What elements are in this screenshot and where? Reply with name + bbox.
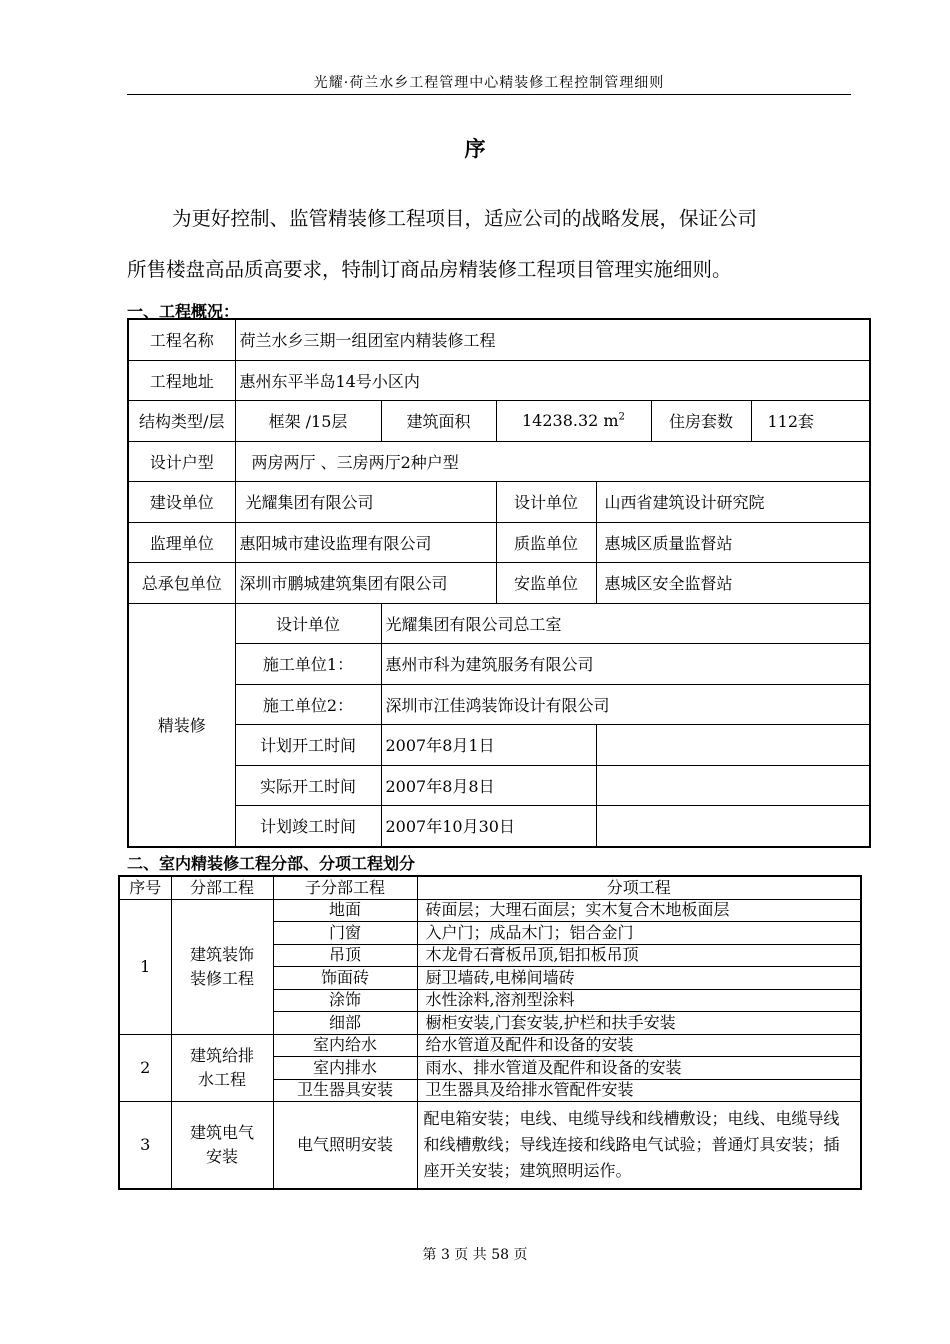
designer-label: 设计单位 — [496, 482, 596, 523]
table-row — [119, 1102, 861, 1190]
design-type-value: 两房两厅 、三房两厅2种户型 — [235, 441, 870, 482]
safety-label: 安监单位 — [496, 563, 596, 604]
col-header-items: 分项工程 — [417, 876, 861, 899]
sub-division: 电气照明安装 — [273, 1102, 417, 1190]
fitout-row-label: 施工单位1： — [235, 644, 381, 685]
item-detail: 橱柜安装,门套安装,护栏和扶手安装 — [417, 1012, 861, 1035]
fitout-row-empty — [596, 765, 870, 806]
sub-division: 细部 — [273, 1012, 417, 1035]
item-detail: 砖面层；大理石面层；实木复合木地板面层 — [417, 899, 861, 922]
contractor-value: 深圳市鹏城建筑集团有限公司 — [235, 563, 496, 604]
fitout-row-value: 光耀集团有限公司总工室 — [381, 603, 870, 644]
fitout-row-empty — [596, 725, 870, 766]
fitout-row-label: 设计单位 — [235, 603, 381, 644]
safety-value: 惠城区安全监督站 — [596, 563, 870, 604]
fitout-row-5 — [128, 765, 870, 806]
overview-row-structure — [128, 401, 870, 442]
intro-line-1: 为更好控制、监管精装修工程项目，适应公司的战略发展，保证公司 — [172, 207, 758, 230]
project-overview-table — [127, 318, 871, 848]
sub-division: 门窗 — [273, 922, 417, 945]
overview-row-design-type — [128, 441, 870, 482]
col-header-no: 序号 — [119, 876, 171, 899]
structure-value: 框架 /15层 — [235, 401, 381, 442]
fitout-row-label: 实际开工时间 — [235, 765, 381, 806]
table-row — [119, 1034, 861, 1057]
section-heading-division: 二、室内精装修工程分部、分项工程划分 — [127, 854, 416, 873]
fitout-label: 精装修 — [128, 603, 235, 847]
fitout-row-value: 深圳市江佳鸿装饰设计有限公司 — [381, 684, 870, 725]
area-label: 建筑面积 — [381, 401, 496, 442]
fitout-row-value: 2007年8月8日 — [381, 765, 596, 806]
group-no: 2 — [119, 1034, 171, 1102]
fitout-row-2 — [128, 644, 870, 685]
sub-division: 卫生器具安装 — [273, 1079, 417, 1102]
area-value — [496, 401, 651, 442]
group-name: 建筑装饰装修工程 — [171, 899, 273, 1034]
col-header-division: 分部工程 — [171, 876, 273, 899]
sub-division: 室内给水 — [273, 1034, 417, 1057]
fitout-row-value: 2007年8月1日 — [381, 725, 596, 766]
overview-row-contractor — [128, 563, 870, 604]
fitout-row-6 — [128, 806, 870, 847]
sub-division: 饰面砖 — [273, 967, 417, 990]
supervisor-label: 监理单位 — [128, 522, 235, 563]
group-name: 建筑电气安装 — [171, 1102, 273, 1190]
fitout-row-value: 惠州市科为建筑服务有限公司 — [381, 644, 870, 685]
structure-label: 结构类型/层 — [128, 401, 235, 442]
designer-value: 山西省建筑设计研究院 — [596, 482, 870, 523]
overview-row-builder — [128, 482, 870, 523]
division-table — [118, 875, 862, 1190]
supervisor-value: 惠阳城市建设监理有限公司 — [235, 522, 496, 563]
intro-line-2: 所售楼盘高品质高要求，特制订商品房精装修工程项目管理实施细则。 — [127, 258, 732, 281]
item-detail: 水性涂料,溶剂型涂料 — [417, 989, 861, 1012]
sub-division: 室内排水 — [273, 1057, 417, 1080]
item-detail: 木龙骨石膏板吊顶,铝扣板吊顶 — [417, 944, 861, 967]
name-value: 荷兰水乡三期一组团室内精装修工程 — [235, 319, 870, 360]
builder-label: 建设单位 — [128, 482, 235, 523]
table-row — [119, 899, 861, 922]
sub-division: 吊顶 — [273, 944, 417, 967]
area-unit-superscript: 2 — [618, 411, 625, 423]
units-value: 112套 — [751, 401, 870, 442]
fitout-row-label: 计划开工时间 — [235, 725, 381, 766]
item-detail: 配电箱安装；电线、电缆导线和线槽敷设；电线、电缆导线和线槽敷线；导线连接和线路电气试验；普通灯具安装；插座开关安装；建筑照明运作。 — [417, 1102, 861, 1190]
address-label: 工程地址 — [128, 360, 235, 401]
item-detail: 卫生器具及给排水管配件安装 — [417, 1079, 861, 1102]
item-detail: 给水管道及配件和设备的安装 — [417, 1034, 861, 1057]
group-no: 3 — [119, 1102, 171, 1190]
fitout-row-label: 计划竣工时间 — [235, 806, 381, 847]
sub-division: 涂饰 — [273, 989, 417, 1012]
name-label: 工程名称 — [128, 319, 235, 360]
item-detail: 入户门；成品木门；铝合金门 — [417, 922, 861, 945]
quality-label: 质监单位 — [496, 522, 596, 563]
builder-value: 光耀集团有限公司 — [235, 482, 496, 523]
quality-value: 惠城区质量监督站 — [596, 522, 870, 563]
group-no: 1 — [119, 899, 171, 1034]
overview-row-supervisor — [128, 522, 870, 563]
contractor-label: 总承包单位 — [128, 563, 235, 604]
design-type-label: 设计户型 — [128, 441, 235, 482]
address-value: 惠州东平半岛14号小区内 — [235, 360, 870, 401]
area-number: 14238.32 m — [522, 411, 619, 431]
item-detail: 雨水、排水管道及配件和设备的安装 — [417, 1057, 861, 1080]
page-footer: 第 3 页 共 58 页 — [422, 1247, 528, 1263]
overview-row-name — [128, 319, 870, 360]
fitout-row-label: 施工单位2： — [235, 684, 381, 725]
fitout-row-empty — [596, 806, 870, 847]
page-header: 光耀·荷兰水乡工程管理中心精装修工程控制管理细则 — [313, 75, 665, 91]
fitout-row-4 — [128, 725, 870, 766]
item-detail: 厨卫墙砖,电梯间墙砖 — [417, 967, 861, 990]
sub-division: 地面 — [273, 899, 417, 922]
fitout-row-1 — [128, 603, 870, 644]
col-header-subdivision: 子分部工程 — [273, 876, 417, 899]
overview-row-address — [128, 360, 870, 401]
group-name: 建筑给排水工程 — [171, 1034, 273, 1102]
division-header-row — [119, 876, 861, 899]
fitout-row-3 — [128, 684, 870, 725]
header-rule — [127, 94, 851, 95]
units-label: 住房套数 — [651, 401, 751, 442]
fitout-row-value: 2007年10月30日 — [381, 806, 596, 847]
page-title: 序 — [464, 136, 486, 161]
section-heading-overview: 一、工程概况： — [127, 302, 240, 321]
